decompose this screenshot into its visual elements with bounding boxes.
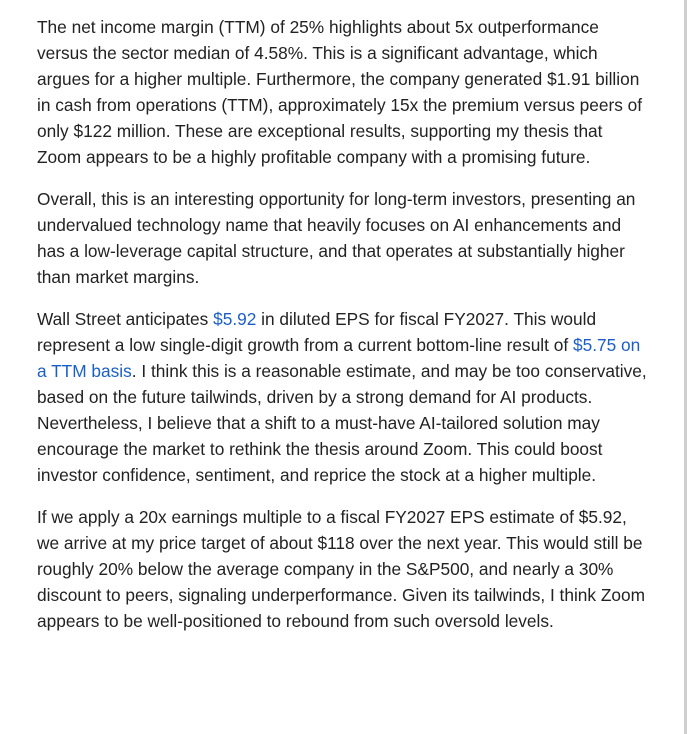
eps-text-end: . I think this is a reasonable estimate, and may be too conservative, based on the future tailwinds, driven by a strong demand for AI products. Nevertheless, I believe that a shift to a must-have AI-tailored solution may encourage the market to rethink the thesis around Zoom. This could boost investor confidence, sentiment, and reprice the stock at a higher multiple. <box>37 361 647 485</box>
article-body <box>37 14 650 650</box>
paragraph-net-income-margin: The net income margin (TTM) of 25% highlights about 5x outperformance versus the sector median of 4.58%. This is a significant advantage, which argues for a higher multiple. Furthermore, the company generated $1.91 billion in cash from operations (TTM), approximately 15x the premium versus peers of only $122 million. These are exceptional results, supporting my thesis that Zoom appears to be a highly profitable company with a promising future. <box>37 17 643 167</box>
paragraph-overall-opportunity: Overall, this is an interesting opportunity for long-term investors, presenting an undervalued technology name that heavily focuses on AI enhancements and has a low-leverage capital structure, and that operates at substantially higher than market margins. <box>37 189 636 287</box>
paragraph-eps-estimate <box>37 306 650 488</box>
ttm-eps-link[interactable]: $5.75 on a TTM basis <box>37 335 641 381</box>
paragraph-price-target: If we apply a 20x earnings multiple to a fiscal FY2027 EPS estimate of $5.92, we arrive at my price target of about $118 over the next year. This would still be roughly 20% below the average company in the S&P500, and nearly a 30% discount to peers, signaling underperformance. Given its tailwinds, I think Zoom appears to be well-positioned to rebound from such oversold levels. <box>37 507 646 631</box>
eps-text-middle: in diluted EPS for fiscal FY2027. This would represent a low single-digit growth from a current bottom-line result of <box>37 309 597 355</box>
eps-estimate-link[interactable]: $5.92 <box>213 309 257 329</box>
eps-text-start: Wall Street anticipates <box>37 309 214 329</box>
